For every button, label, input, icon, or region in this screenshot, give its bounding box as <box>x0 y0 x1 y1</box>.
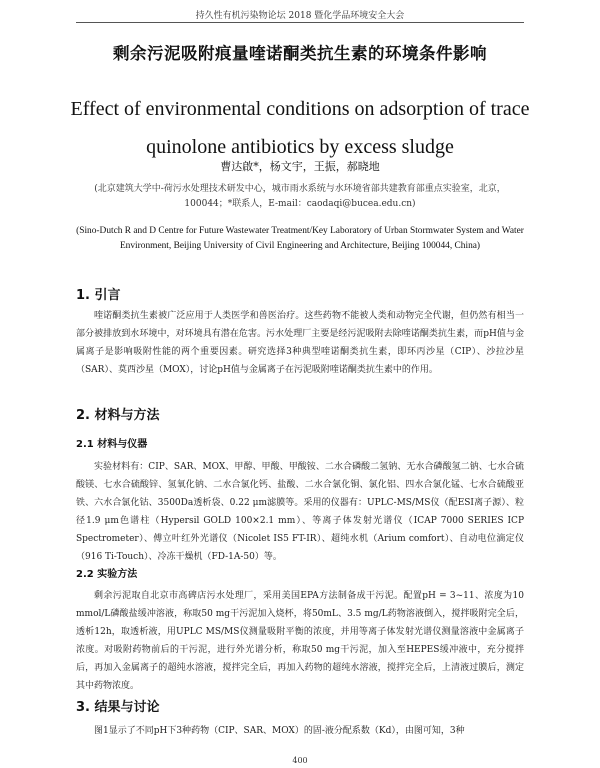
procedure-paragraph: 剩余污泥取自北京市高碑店污水处理厂，采用美国EPA方法制备成干污泥。配置pH = 3~11、浓度为10 mmol/L磷酸盐缓冲溶液，称取50 mg干污泥加入烧杯，将50mL、3.5 mg/L药物溶液倒入，搅拌吸附完全后，透析12h，取透析液，用UPLC MS/MS仪测量吸附平衡的浓度，并用等离子体发射光谱仪测量溶液中金属离子浓度。对吸附药物前后的干污泥，进行外光谱分析，称取50 mg干污泥，加入至HEPES缓冲液中，充分搅拌后，再加入金属离子的超纯水溶液，搅拌完全后，再加入药物的超纯水溶液，搅拌完全后，上清液过膜后，测定其中药物浓度。 <box>76 591 524 691</box>
subsection-heading-procedure: 2.2 实验方法 <box>76 569 138 580</box>
section-heading-introduction: 1. 引言 <box>76 288 121 303</box>
introduction-paragraph: 喹诺酮类抗生素被广泛应用于人类医学和兽医治疗。这些药物不能被人类和动物完全代谢，但仍然有相当一部分被排放到水环境中，对环境具有潜在危害。污水处理厂主要是经污泥吸附去除喹诺酮类抗生素，而pH值与金属离子是影响吸附性能的两个重要因素。研究选择3种典型喹诺酮类抗生素，即环丙沙星（CIP）、沙拉沙星（SAR）、莫西沙星（MOX），讨论pH值与金属离子在污泥吸附喹诺酮类抗生素中的作用。 <box>76 311 524 375</box>
subsection-heading-materials: 2.1 材料与仪器 <box>76 439 148 450</box>
materials-paragraph: 实验材料有：CIP、SAR、MOX、甲醇、甲酸、甲酸铵、二水合磷酸二氢钠、无水合磷酸氢二钠、七水合硫酸镁、七水合硫酸锌、氢氧化钠、二水合氯化钙、盐酸、二水合氯化铜、氯化铝、四水合氯化锰、七水合硫酸亚铁、六水合氯化钴、3500Da透析袋、0.22 μm滤膜等。采用的仪器有：UPLC-MS/MS仪（配ESI离子源）、粒径1.9 μm色谱柱（Hypersil GOLD 100×2.1 mm）、等离子体发射光谱仪（ICAP 7000 SERIES ICP Spectrometer）、傅立叶红外光谱仪（Nicolet IS5 FT-IR）、超纯水机（Arium comfort）、自动电位滴定仪（916 Ti-Touch）、冷冻干燥机（FD-1A-50）等。 <box>76 462 524 562</box>
title-english: Effect of environmental conditions on adsorption of trace quinolone antibiotics by excess sludge <box>70 98 530 158</box>
header-rule <box>76 22 524 23</box>
section-heading-methods: 2. 材料与方法 <box>76 408 160 423</box>
running-header: 持久性有机污染物论坛 2018 暨化学品环境安全大会 <box>195 11 405 21</box>
section-heading-results: 3. 结果与讨论 <box>76 700 160 715</box>
affiliation-chinese: (北京建筑大学中-荷污水处理技术研发中心，城市雨水系统与水环境省部共建教育部重点实验室，北京，100044；*联系人，E-mail：caodaqi@bucea.edu.cn) <box>94 184 506 209</box>
results-paragraph: 图1显示了不同pH下3种药物（CIP、SAR、MOX）的固-液分配系数（Kd），由图可知，3种 <box>94 726 465 736</box>
page-number: 400 <box>292 756 308 765</box>
title-chinese: 剩余污泥吸附痕量喹诺酮类抗生素的环境条件影响 <box>113 44 487 63</box>
author-list: 曹达啟*，杨文宇，王振，郝晓地 <box>220 160 380 173</box>
affiliation-english: (Sino-Dutch R and D Centre for Future Wastewater Treatment/Key Laboratory of Urban Stormwater System and Water Environment, Beijing University of Civil Engineering and Architecture, Beijing 100044, China) <box>76 226 524 251</box>
